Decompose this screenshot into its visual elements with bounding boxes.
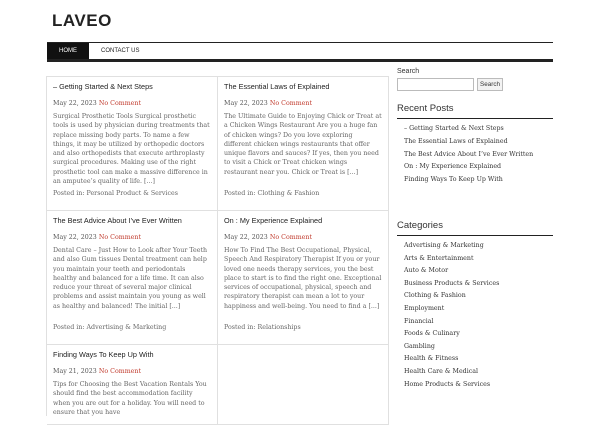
post-title[interactable]: Finding Ways To Keep Up With xyxy=(53,350,154,359)
category-link[interactable]: Foods & Culinary xyxy=(404,330,460,338)
category-link[interactable]: Health & Fitness xyxy=(404,355,459,363)
post-meta xyxy=(53,99,211,108)
recent-post-link[interactable]: Finding Ways To Keep Up With xyxy=(404,176,503,184)
post-card-empty xyxy=(218,345,389,425)
category-link[interactable]: Home Products & Services xyxy=(404,380,491,388)
categories-title: Categories xyxy=(397,219,443,231)
post-excerpt: Tips for Choosing the Best Vacation Rentals You should find the best accommodation facility when you are out for a holiday. You will need to ensure that you have xyxy=(53,381,207,416)
post-title[interactable]: – Getting Started & Next Steps xyxy=(53,82,153,91)
posted-in-label: Posted in: xyxy=(53,190,85,197)
post-excerpt: The Ultimate Guide to Enjoying Chick or Treat at a Chicken Wings Restaurant Are you a huge fan of chicken wings? Do you love exploring different chicken wings restaurants that offer unique flavors and sauces? If yes, then you need to visit a Chick or Treat chicken wings restaurant near you. Chick or Treat is [...] xyxy=(224,113,382,176)
category-link[interactable]: Advertising & Marketing xyxy=(404,241,484,249)
search-input[interactable] xyxy=(397,78,474,91)
posted-in-label: Posted in: xyxy=(224,324,256,331)
post-category xyxy=(53,189,211,198)
post-comment-link[interactable]: No Comment xyxy=(269,234,312,241)
search-label: Search xyxy=(397,68,420,75)
recent-posts-list xyxy=(397,123,557,187)
category-link[interactable]: Gambling xyxy=(404,342,435,350)
recent-post-link[interactable]: On : My Experience Explained xyxy=(404,163,502,171)
post-title[interactable]: The Essential Laws of Explained xyxy=(224,82,330,91)
post-excerpt: Surgical Prosthetic Tools Surgical prosthetic tools is used by physician during treatments that replace missing body parts. To name a few things, it may be utilized by orthopedic doctors and also orthopedists that execute arthroplasty surgical procedures. Making use of the right prosthetic tool can make a massive difference in an amputee’s quality of life. [...] xyxy=(53,113,210,186)
post-meta xyxy=(224,99,382,108)
site-title[interactable]: LAVEO xyxy=(52,11,112,30)
post-category xyxy=(53,323,211,332)
category-link[interactable]: Clothing & Fashion xyxy=(404,292,466,300)
post-comment-link[interactable]: No Comment xyxy=(98,234,141,241)
post-excerpt: Dental Care – Just How to Look after Your Teeth and also Gum tissues Dental treatment can help you maintain your teeth and periodontals healthy and balanced for a life time. It can also reduce your threat of several major clinical problems and assist maintain you young as well as healthy and balanced! The initial [...] xyxy=(53,247,208,310)
post-meta xyxy=(224,233,382,242)
post-grid xyxy=(46,76,389,416)
category-link[interactable]: Employment xyxy=(404,304,445,312)
posted-in-label: Posted in: xyxy=(224,190,256,197)
post-category xyxy=(224,323,382,332)
post-title[interactable]: The Best Advice About I’ve Ever Written xyxy=(53,216,182,225)
post-meta xyxy=(53,367,211,376)
post-meta xyxy=(53,233,211,242)
post-card xyxy=(218,77,389,211)
post-card xyxy=(218,211,389,345)
category-link[interactable]: Financial xyxy=(404,317,434,325)
categories-divider xyxy=(397,235,553,236)
post-card xyxy=(47,345,218,425)
recent-post-link[interactable]: The Essential Laws of Explained xyxy=(404,137,508,145)
post-date[interactable]: May 22, 2023 xyxy=(53,234,97,241)
post-category-link[interactable]: Relationships xyxy=(257,324,301,331)
nav-item-home[interactable]: HOME xyxy=(47,43,89,59)
category-link[interactable]: Business Products & Services xyxy=(404,279,500,287)
recent-post-link[interactable]: The Best Advice About I’ve Ever Written xyxy=(404,150,534,158)
post-excerpt: How To Find The Best Occupational, Physical, Speech And Respiratory Therapist If you or your loved one needs therapy services, you the best place to start is to find the right one. Exceptional services of occupational, physical, speech and respiratory therapist can mean a lot to your happiness and well-being. You need to find a [...] xyxy=(224,247,382,310)
nav-item-contact-us[interactable]: CONTACT US xyxy=(101,48,140,54)
category-link[interactable]: Arts & Entertainment xyxy=(404,254,474,262)
post-comment-link[interactable]: No Comment xyxy=(98,100,141,107)
post-comment-link[interactable]: No Comment xyxy=(269,100,312,107)
post-card xyxy=(47,77,218,211)
post-date[interactable]: May 22, 2023 xyxy=(224,234,268,241)
sidebar xyxy=(397,68,557,391)
post-category xyxy=(224,189,382,198)
search-button[interactable]: Search xyxy=(477,78,503,91)
post-category-link[interactable]: Advertising & Marketing xyxy=(86,324,167,331)
recent-post-link[interactable]: – Getting Started & Next Steps xyxy=(404,125,504,132)
categories-list xyxy=(397,240,557,391)
post-category-link[interactable]: Personal Product & Services xyxy=(86,190,178,197)
post-category-link[interactable]: Clothing & Fashion xyxy=(257,190,320,197)
search-form xyxy=(397,78,557,91)
post-date[interactable]: May 21, 2023 xyxy=(53,368,97,375)
post-title[interactable]: On : My Experience Explained xyxy=(224,216,323,225)
recent-posts-title: Recent Posts xyxy=(397,103,454,114)
recent-posts-divider xyxy=(397,118,553,119)
main-nav xyxy=(47,42,553,62)
post-date[interactable]: May 22, 2023 xyxy=(53,100,97,107)
category-link[interactable]: Auto & Motor xyxy=(404,267,449,275)
post-comment-link[interactable]: No Comment xyxy=(98,368,141,375)
post-date[interactable]: May 22, 2023 xyxy=(224,100,268,107)
category-link[interactable]: Health Care & Medical xyxy=(404,367,479,375)
posted-in-label: Posted in: xyxy=(53,324,85,331)
post-card xyxy=(47,211,218,345)
